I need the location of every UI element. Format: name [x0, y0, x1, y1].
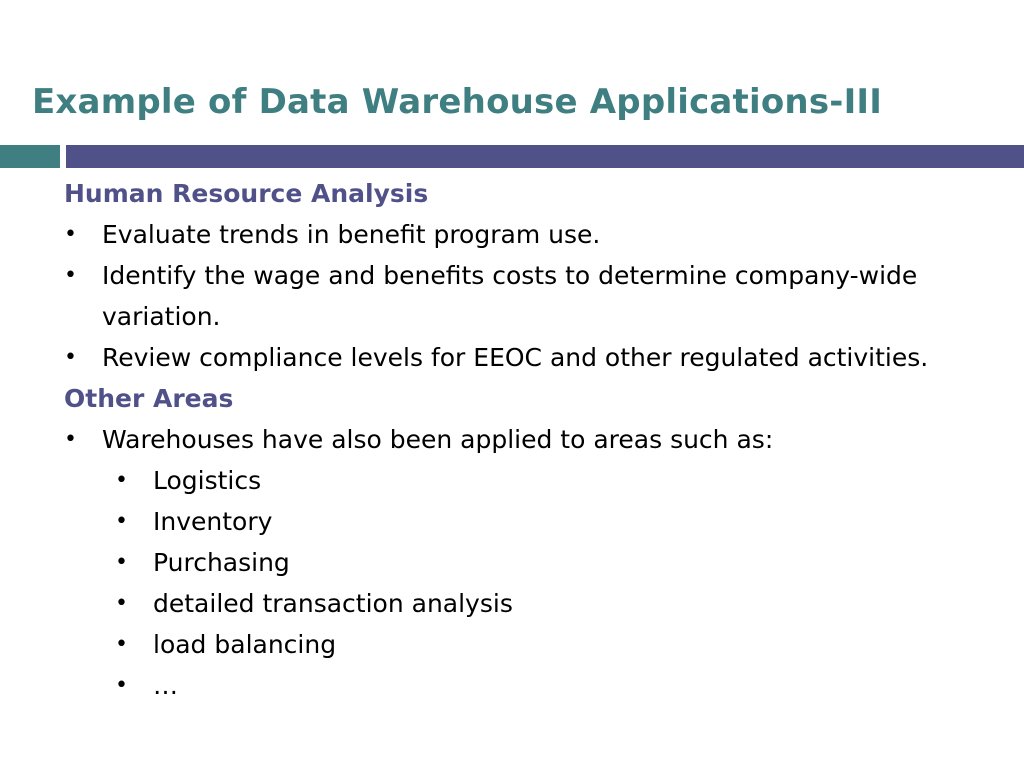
sub-bullet-item: [0, 624, 1024, 665]
slide-body: [0, 173, 1024, 706]
bullet-item: [0, 214, 1024, 255]
sub-bullet-text: …: [153, 671, 178, 700]
bullet-item: [0, 255, 1024, 337]
sub-bullet-item: [0, 460, 1024, 501]
bullet-icon: •: [115, 509, 128, 534]
bullet-icon: •: [115, 468, 128, 493]
bullet-icon: •: [64, 222, 77, 247]
bullet-icon: •: [115, 550, 128, 575]
bullet-text: Evaluate trends in benefit program use.: [102, 220, 601, 249]
bullet-text: Identify the wage and benefits costs to determine company-wide variation.: [102, 261, 918, 331]
sub-bullet-item: [0, 542, 1024, 583]
bullet-icon: •: [115, 591, 128, 616]
slide-title: Example of Data Warehouse Applications-III: [32, 82, 883, 122]
bullet-item: [0, 337, 1024, 378]
sub-bullet-item: [0, 501, 1024, 542]
bullet-text: Warehouses have also been applied to areas such as:: [102, 425, 774, 454]
section-heading-other-areas: Other Areas: [64, 384, 234, 413]
bullet-icon: •: [64, 263, 77, 288]
sub-bullet-item: [0, 665, 1024, 706]
sub-bullet-text: detailed transaction analysis: [153, 589, 513, 618]
bullet-text: Review compliance levels for EEOC and other regulated activities.: [102, 343, 929, 372]
bullet-icon: •: [115, 673, 128, 698]
sub-bullet-text: Inventory: [153, 507, 273, 536]
bullet-icon: •: [64, 427, 77, 452]
title-divider-right: [66, 145, 1024, 168]
sub-bullet-text: load balancing: [153, 630, 337, 659]
bullet-item: [0, 419, 1024, 460]
bullet-icon: •: [64, 345, 77, 370]
title-divider-left: [0, 145, 60, 168]
bullet-icon: •: [115, 632, 128, 657]
sub-bullet-text: Purchasing: [153, 548, 290, 577]
section-heading-human-resource-analysis: Human Resource Analysis: [64, 179, 429, 208]
sub-bullet-text: Logistics: [153, 466, 262, 495]
sub-bullet-item: [0, 583, 1024, 624]
